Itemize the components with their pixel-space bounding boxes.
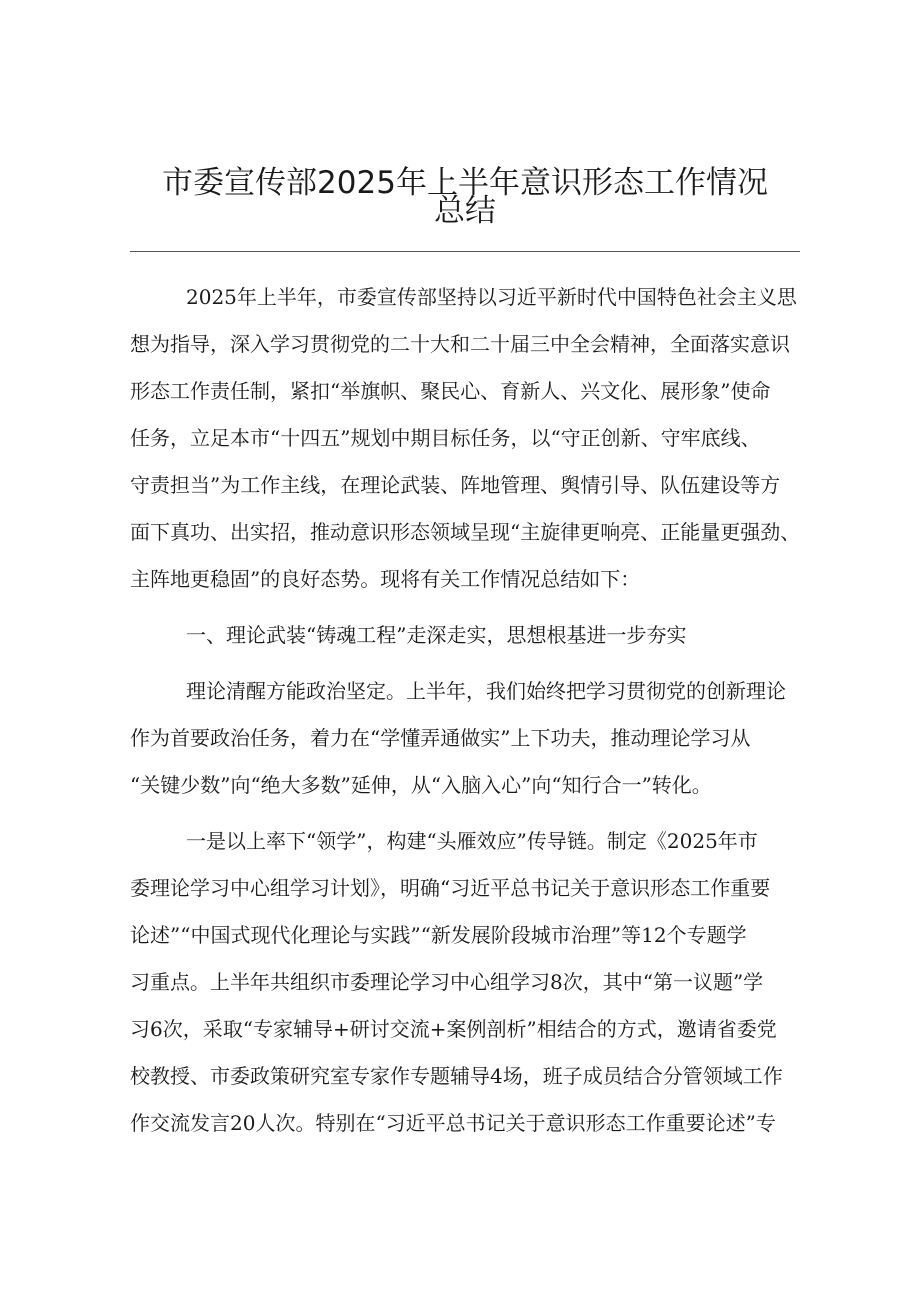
paragraph-leading-line: 一是以上率下“领学”，构建“头雁效应”传导链。制定《2025年市 — [186, 829, 758, 853]
paragraph-leading-line: 习重点。上半年共组织市委理论学习中心组学习8次，其中“第一议题”学 — [130, 970, 764, 994]
paragraph-leading-line: 校教授、市委政策研究室专家作专题辅导4场，班子成员结合分管领域工作 — [130, 1064, 783, 1088]
paragraph-leading-line: 论述”“中国式现代化理论与实践”“新发展阶段城市治理”等12个专题学 — [130, 923, 747, 947]
paragraph-theory-line: “关键少数”向“绝大多数”延伸，从“入脑入心”向“知行合一”转化。 — [130, 773, 712, 797]
paragraph-intro-line: 主阵地更稳固”的良好态势。现将有关工作情况总结如下： — [130, 567, 641, 591]
document-title-line1: 市委宣传部2025年上半年意识形态工作情况 — [162, 165, 768, 201]
document-title-line2: 总结 — [434, 193, 496, 229]
paragraph-intro-line: 想为指导，深入学习贯彻党的二十大和二十届三中全会精神，全面落实意识 — [130, 332, 790, 356]
paragraph-intro-line: 2025年上半年，市委宣传部坚持以习近平新时代中国特色社会主义思 — [186, 285, 797, 309]
paragraph-intro-line: 形态工作责任制，紧扣“举旗帜、聚民心、育新人、兴文化、展形象”使命 — [130, 379, 771, 403]
paragraph-leading-line: 习6次，采取“专家辅导+研讨交流+案例剖析”相结合的方式，邀请省委党 — [130, 1017, 777, 1041]
paragraph-intro-line: 任务，立足本市“十四五”规划中期目标任务，以“守正创新、守牢底线、 — [130, 426, 761, 450]
paragraph-intro-line: 守责担当”为工作主线，在理论武装、阵地管理、舆情引导、队伍建设等方 — [130, 473, 781, 497]
paragraph-leading-line: 委理论学习中心组学习计划》，明确“习近平总书记关于意识形态工作重要 — [130, 876, 771, 900]
paragraph-intro-line: 面下真功、出实招，推动意识形态领域呈现“主旋律更响亮、正能量更强劲、 — [130, 520, 801, 544]
section-heading-1: 一、理论武装“铸魂工程”走深走实，思想根基进一步夯实 — [186, 623, 687, 647]
title-divider — [130, 251, 800, 252]
paragraph-theory-line: 作为首要政治任务，着力在“学懂弄通做实”上下功夫，推动理论学习从 — [130, 726, 751, 750]
paragraph-leading-line: 作交流发言20人次。特别在“习近平总书记关于意识形态工作重要论述”专 — [130, 1111, 776, 1135]
paragraph-theory-line: 理论清醒方能政治坚定。上半年，我们始终把学习贯彻党的创新理论 — [186, 679, 786, 703]
